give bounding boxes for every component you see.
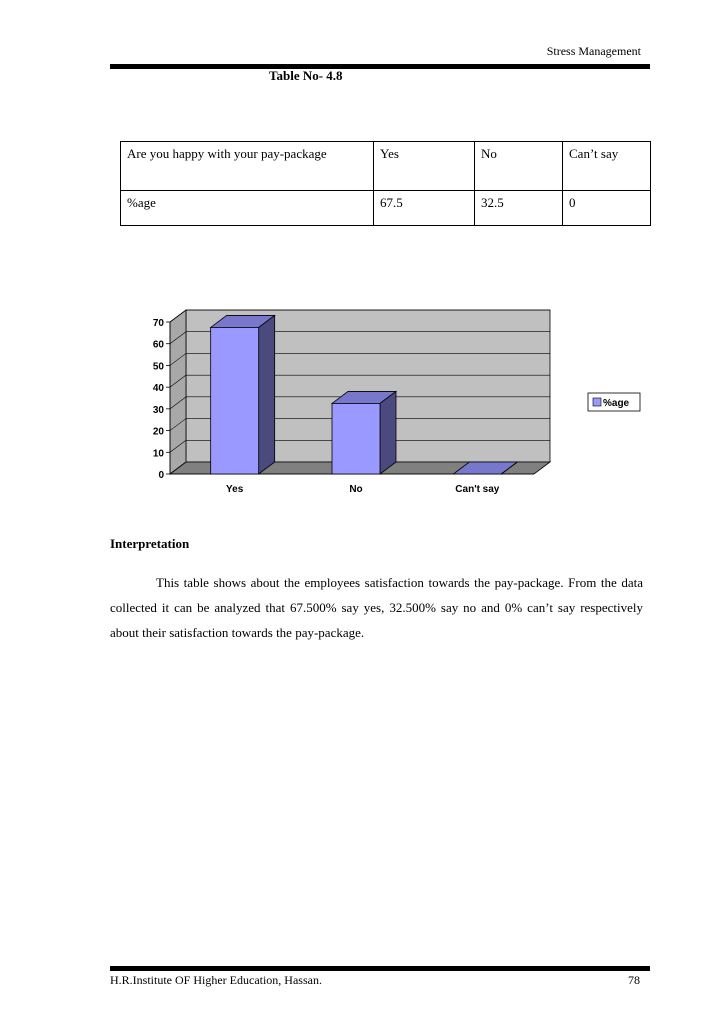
bar-side [380,391,396,474]
running-header-title: Stress Management [546,44,641,58]
table-cell: Can’t say [563,142,651,191]
table-cell: 32.5 [475,191,563,226]
legend-swatch [593,398,601,406]
bar [211,327,259,474]
x-tick-label: No [349,484,363,495]
y-tick-label: 30 [152,404,164,416]
pay-package-table [120,141,651,226]
table-cell: 67.5 [374,191,475,226]
y-tick-label: 10 [152,448,164,460]
page-number: 78 [628,973,640,987]
table-cell: %age [121,191,374,226]
footer-institute: H.R.Institute OF Higher Education, Hassan. [110,973,322,987]
y-tick-label: 0 [158,470,164,481]
table-cell: 0 [563,191,651,226]
bar-side [259,315,275,474]
x-tick-label: Can't say [455,484,500,495]
bar-chart [140,300,660,500]
x-tick-label: Yes [226,484,244,495]
y-tick-label: 40 [152,383,164,395]
y-tick-label: 20 [152,426,164,438]
table-caption: Table No- 4.8 [269,68,343,83]
table-row [121,191,651,226]
chart-side-wall [170,310,186,474]
interpretation-paragraph: This table shows about the employees satisfaction towards the pay-package. From the data collected it can be analyzed that 67.500% say yes, 32.500% say no and 0% can’t say respectively about their satisfaction towards the pay-package. [110,575,643,640]
y-tick-label: 50 [152,361,164,373]
header-rule [110,64,650,69]
table-row [121,142,651,191]
y-tick-label: 60 [152,339,164,351]
footer-rule [110,966,650,971]
bar [332,403,380,474]
table-cell: Are you happy with your pay-package [121,142,374,191]
table-cell: Yes [374,142,475,191]
legend-label: %age [603,398,630,409]
y-tick-label: 70 [152,318,164,329]
table-cell: No [475,142,563,191]
interpretation-heading: Interpretation [110,536,190,551]
